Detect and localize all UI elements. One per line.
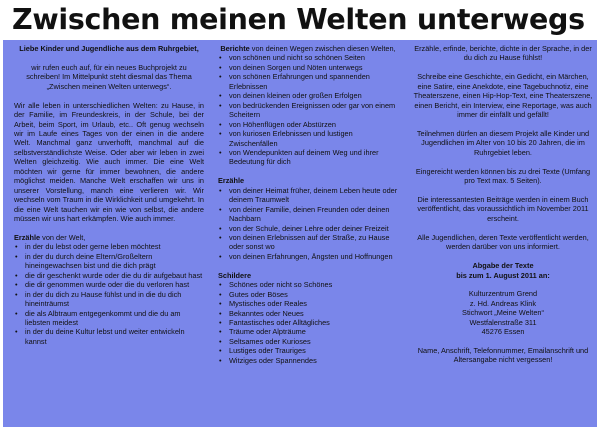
address-line: Kulturzentrum Grend — [468, 289, 538, 299]
list-item: • Schönes oder nicht so Schönes — [218, 280, 398, 289]
paragraph: Die interessantesten Beiträge werden in einem Buch veröffentlicht, das voraussichtlich im November 2011 erscheint. — [417, 195, 589, 223]
list-item: • Lustiges oder Trauriges — [218, 346, 398, 355]
list-item: • von Wendepunkten auf deinem Weg und ihrer Bedeutung für dich — [218, 148, 398, 167]
address-block — [413, 289, 593, 336]
list-item: • Seltsames oder Kurioses — [218, 337, 398, 346]
list-item: • von schönen Erfahrungen und spannenden Erlebnissen — [218, 72, 398, 91]
list-item: • von kuriosen Erlebnissen und lustigen Zwischenfällen — [218, 129, 398, 148]
schildere-heading: Schildere — [218, 270, 252, 280]
list-item: • die dir genommen wurde oder die du verloren hast — [14, 280, 204, 289]
schildere-list — [218, 280, 398, 365]
page-title: Zwischen meinen Welten unterwegs — [12, 3, 585, 36]
paragraph: Schreibe eine Geschichte, ein Gedicht, ein Märchen, eine Satire, eine Anekdote, eine Tagebuchnotiz, eine Theaterszene, einen Hip-Hop-Text, eine Theaterszene, einen Bericht, ein Interview, eine Reportage, was auch immer dir einfällt und gefällt! — [413, 72, 593, 120]
list-item: • Träume oder Alpträume — [218, 327, 398, 336]
list-item: • von der Schule, deiner Lehre oder deiner Freizeit — [218, 224, 398, 233]
address-line: Westfalenstraße 311 — [469, 317, 537, 327]
address-line: Stichwort „Meine Welten“ — [462, 308, 544, 318]
list-item: • die dir geschenkt wurde oder die du dir aufgebaut hast — [14, 271, 204, 280]
paragraph: Teilnehmen dürfen an diesem Projekt alle Kinder und Jugendlichen im Alter von 10 bis 20 Jahren, die im Ruhrgebiet leben. — [416, 128, 590, 157]
list-item: • in der du deine Kultur lebst und weiter entwickeln kannst — [14, 327, 204, 346]
paragraph: Erzähle, erfinde, berichte, dichte in der Sprache, in der du dich zu Hause fühlst! — [414, 44, 592, 63]
body-text: Wir alle leben in unterschiedlichen Welten: zu Hause, in der Familie, im Freundeskreis, in der Schule, bei der Arbeit, beim Sport, im Urlaub, etc.. Oft genug wechseln wir im Laufe eines Tages von der einen in die andere Welt. Manchmal ganz unverhofft, manchmal auf die selbstverständlichste Weise. Oder aber wir leben in zwei Welten gleichzeitig. Wie auch immer. Die eine Welt möchten wir gerne für immer bewohnen, die andere möglichst meiden. Manche Welt erschaffen wir uns in unserer Vorstellung, manch eine verlieren wir. Wir wechseln vom Traum in die Wirklichkeit und umgekehrt. In die eine Welt tauchen wir ein wie von selbst, die andere müssen wir uns hart erkämpfen. Wie auch immer. — [14, 100, 204, 224]
list-item: • in der du dich zu Hause fühlst und in die du dich hineinträumst — [14, 290, 204, 309]
list-item: • in der du lebst oder gerne leben möchtest — [14, 242, 204, 251]
list-item: • Mystisches oder Reales — [218, 299, 398, 308]
paragraph: Eingereicht werden können bis zu drei Texte (Umfang pro Text max. 5 Seiten). — [415, 166, 591, 186]
list-item: • von bedrückenden Ereignissen oder gar von einem Scheitern — [218, 101, 398, 120]
deadline-line: Abgabe der Texte — [472, 261, 534, 271]
address-line: 45276 Essen — [481, 327, 525, 337]
address-line: z. Hd. Andreas Klink — [469, 298, 537, 308]
list-item: • Witziges oder Spannendes — [218, 356, 398, 365]
column-left — [14, 44, 204, 424]
list-item: • in der du durch deine Eltern/Großeltern hineingewachsen bist und die dich prägt — [14, 252, 204, 271]
deadline-block — [413, 261, 593, 280]
list-item: • von deinen Erfahrungen, Ängsten und Hoffnungen — [218, 252, 398, 261]
erzaehle-heading: Erzähle — [218, 176, 245, 186]
world-list — [14, 242, 204, 346]
erzaehle-intro — [14, 233, 204, 242]
list-item: • Gutes oder Böses — [218, 290, 398, 299]
berichte-label: Berichte — [220, 44, 250, 53]
berichte-list — [218, 53, 398, 166]
paragraph: Name, Anschrift, Telefonnummer, Emailanschrift und Altersangabe nicht vergessen! — [417, 346, 589, 365]
erzaehle-list — [218, 186, 398, 262]
deadline-line: bis zum 1. August 2011 an: — [456, 270, 550, 280]
list-item: • die als Albtraum entgegenkommt und die du am liebsten meidest — [14, 309, 204, 328]
list-item: • von Höhenflügen oder Abstürzen — [218, 120, 398, 129]
berichte-rest: von deinen Wegen zwischen diesen Welten, — [249, 44, 396, 53]
list-item: • Fantastisches oder Alltägliches — [218, 318, 398, 327]
list-item: • Bekanntes oder Neues — [218, 309, 398, 318]
column-middle — [218, 44, 398, 424]
list-item: • von deinen Sorgen und Nöten unterwegs — [218, 63, 398, 72]
list-item: • von deiner Familie, deinen Freunden oder deinen Nachbarn — [218, 205, 398, 224]
list-item: • von deinen Erlebnissen auf der Straße, zu Hause oder sonst wo — [218, 233, 398, 252]
intro-block — [14, 44, 204, 91]
greeting-heading: Liebe Kinder und Jugendliche aus dem Ruhrgebiet, — [19, 44, 199, 53]
list-item: • von deiner Heimat früher, deinem Leben heute oder deinem Traumwelt — [218, 186, 398, 205]
column-right — [413, 44, 593, 424]
berichte-intro — [218, 44, 398, 53]
erzaehle-rest: von der Welt, — [40, 232, 86, 242]
list-item: • von deinen kleinen oder großen Erfolgen — [218, 91, 398, 100]
erzaehle-label: Erzähle — [14, 232, 41, 242]
intro-text: wir rufen euch auf, für ein neues Buchprojekt zu schreiben! Im Mittelpunkt steht diesmal das Thema „Zwischen meinen Welten unterwegs“. — [26, 62, 192, 91]
paragraph: Alle Jugendlichen, deren Texte veröffentlicht werden, werden darüber von uns informiert. — [417, 232, 589, 252]
list-item: • von schönen und nicht so schönen Seiten — [218, 53, 398, 62]
